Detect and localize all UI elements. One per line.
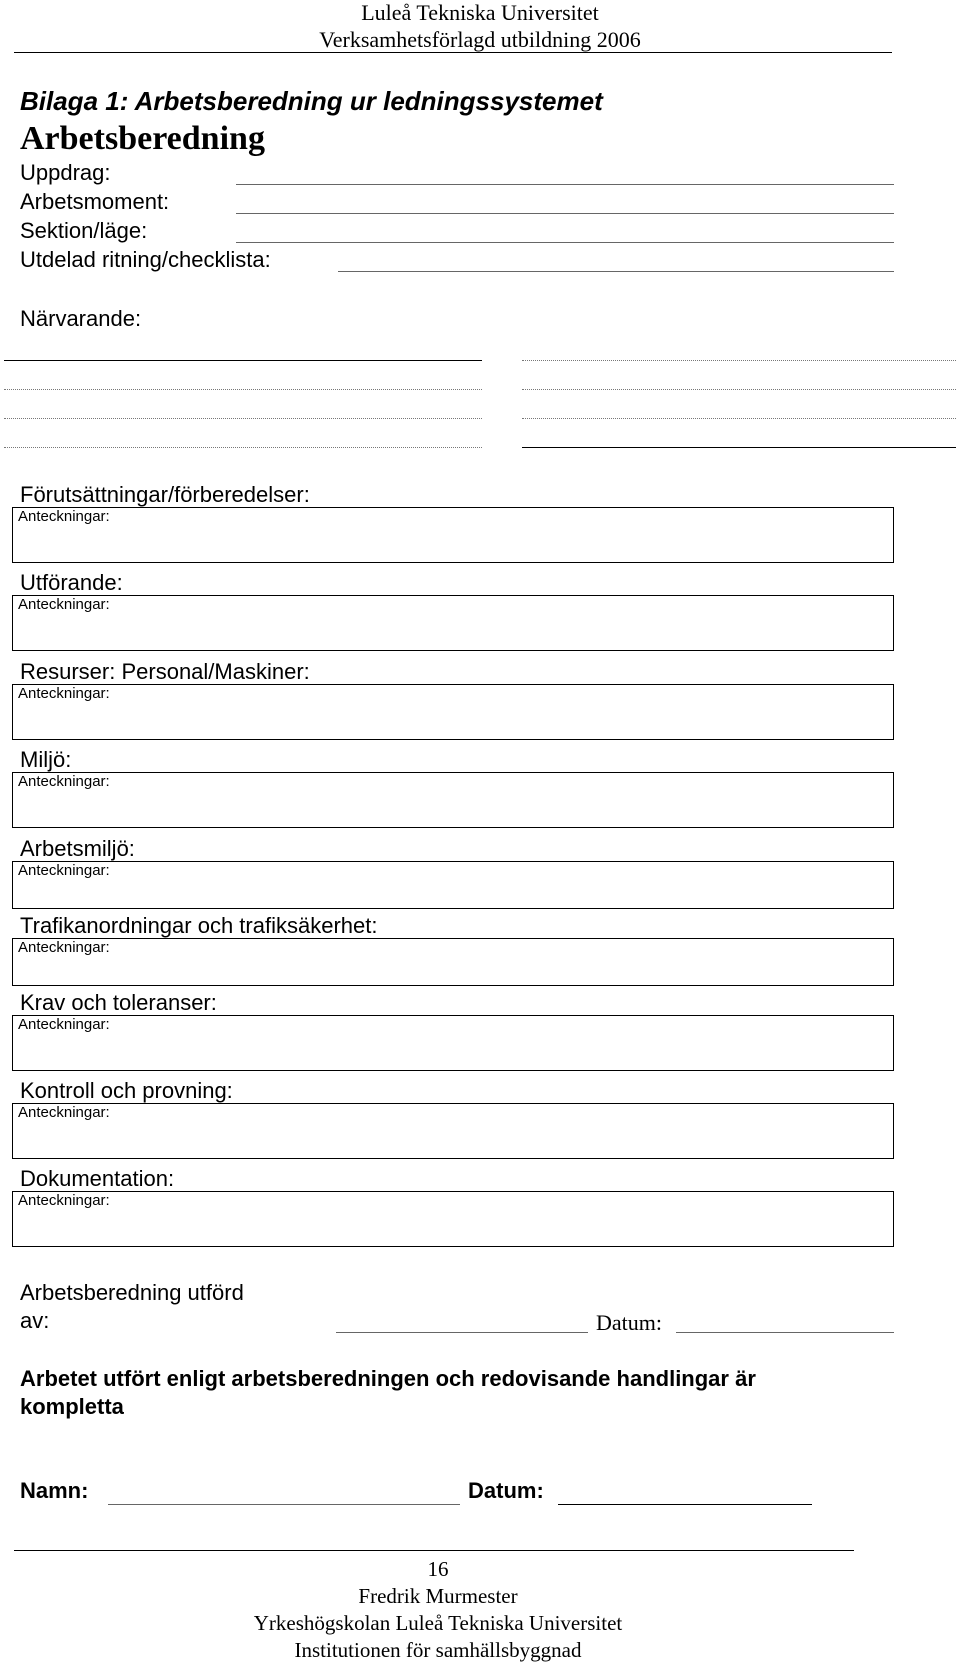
section-title-krav: Krav och toleranser: bbox=[20, 990, 217, 1015]
section-title-arbetsmiljo: Arbetsmiljö: bbox=[20, 836, 135, 861]
arbetsmoment-field[interactable] bbox=[236, 213, 894, 214]
attendee-line-7[interactable] bbox=[4, 447, 482, 448]
statement-line1: Arbetet utfört enligt arbetsberedningen och redovisande handlingar är bbox=[20, 1366, 756, 1391]
notes-box-kontroll[interactable] bbox=[12, 1103, 894, 1159]
utford-label-line2: av: bbox=[20, 1308, 50, 1333]
notes-box-krav[interactable] bbox=[12, 1015, 894, 1071]
section-title-resurser: Resurser: Personal/Maskiner: bbox=[20, 659, 310, 684]
notes-box-utforande[interactable] bbox=[12, 595, 894, 651]
notes-box-trafik[interactable] bbox=[12, 938, 894, 986]
narvarande-label: Närvarande: bbox=[20, 306, 142, 331]
section-note-label: Anteckningar: bbox=[18, 939, 110, 956]
sektion-label: Sektion/läge: bbox=[20, 218, 148, 243]
section-note-label: Anteckningar: bbox=[18, 862, 110, 879]
attendee-line-8[interactable] bbox=[522, 447, 956, 448]
datum-field-2[interactable] bbox=[558, 1504, 812, 1505]
page-number: 16 bbox=[427, 1557, 449, 1581]
section-note-label: Anteckningar: bbox=[18, 508, 110, 525]
utford-label-line1: Arbetsberedning utförd bbox=[20, 1280, 244, 1305]
namn-field[interactable] bbox=[108, 1504, 460, 1505]
section-title-dokumentation: Dokumentation: bbox=[20, 1166, 175, 1191]
ritning-label: Utdelad ritning/checklista: bbox=[20, 247, 271, 272]
ritning-field[interactable] bbox=[338, 271, 894, 272]
footer-divider bbox=[14, 1550, 854, 1551]
footer-school: Yrkeshögskolan Luleå Tekniska Universitet bbox=[253, 1611, 623, 1635]
attendee-line-6[interactable] bbox=[522, 418, 956, 419]
section-note-label: Anteckningar: bbox=[18, 773, 110, 790]
datum-label-2: Datum: bbox=[468, 1478, 544, 1503]
section-title-miljo: Miljö: bbox=[20, 747, 72, 772]
section-note-label: Anteckningar: bbox=[18, 1104, 110, 1121]
notes-box-arbetsmiljo[interactable] bbox=[12, 861, 894, 909]
uppdrag-field[interactable] bbox=[236, 184, 894, 185]
utford-av-field[interactable] bbox=[336, 1332, 588, 1333]
document-title: Arbetsberedning bbox=[20, 120, 265, 157]
section-title-kontroll: Kontroll och provning: bbox=[20, 1078, 233, 1103]
section-title-trafik: Trafikanordningar och trafiksäkerhet: bbox=[20, 913, 378, 938]
footer-institution: Institutionen för samhällsbyggnad bbox=[294, 1638, 582, 1662]
section-note-label: Anteckningar: bbox=[18, 1192, 110, 1209]
attendee-line-2[interactable] bbox=[522, 360, 956, 361]
header-program: Verksamhetsförlagd utbildning 2006 bbox=[319, 27, 641, 52]
section-note-label: Anteckningar: bbox=[18, 1016, 110, 1033]
section-title-utforande: Utförande: bbox=[20, 570, 123, 595]
datum-field-1[interactable] bbox=[676, 1332, 894, 1333]
datum-label-1: Datum: bbox=[596, 1310, 662, 1335]
notes-box-forutsattningar[interactable] bbox=[12, 507, 894, 563]
attendee-line-5[interactable] bbox=[4, 418, 482, 419]
uppdrag-label: Uppdrag: bbox=[20, 160, 111, 185]
appendix-heading: Bilaga 1: Arbetsberedning ur ledningssystemet bbox=[20, 86, 603, 116]
notes-box-resurser[interactable] bbox=[12, 684, 894, 740]
attendee-line-1[interactable] bbox=[4, 360, 482, 361]
section-note-label: Anteckningar: bbox=[18, 685, 110, 702]
sektion-field[interactable] bbox=[236, 242, 894, 243]
namn-label: Namn: bbox=[20, 1478, 89, 1503]
attendee-line-3[interactable] bbox=[4, 389, 482, 390]
notes-box-miljo[interactable] bbox=[12, 772, 894, 828]
header-university: Luleå Tekniska Universitet bbox=[361, 0, 599, 25]
section-note-label: Anteckningar: bbox=[18, 596, 110, 613]
section-title-forutsattningar: Förutsättningar/förberedelser: bbox=[20, 482, 310, 507]
notes-box-dokumentation[interactable] bbox=[12, 1191, 894, 1247]
header-divider bbox=[14, 52, 892, 53]
footer-author: Fredrik Murmester bbox=[358, 1584, 518, 1608]
statement-line2: kompletta bbox=[20, 1394, 124, 1419]
attendee-line-4[interactable] bbox=[522, 389, 956, 390]
arbetsmoment-label: Arbetsmoment: bbox=[20, 189, 170, 214]
